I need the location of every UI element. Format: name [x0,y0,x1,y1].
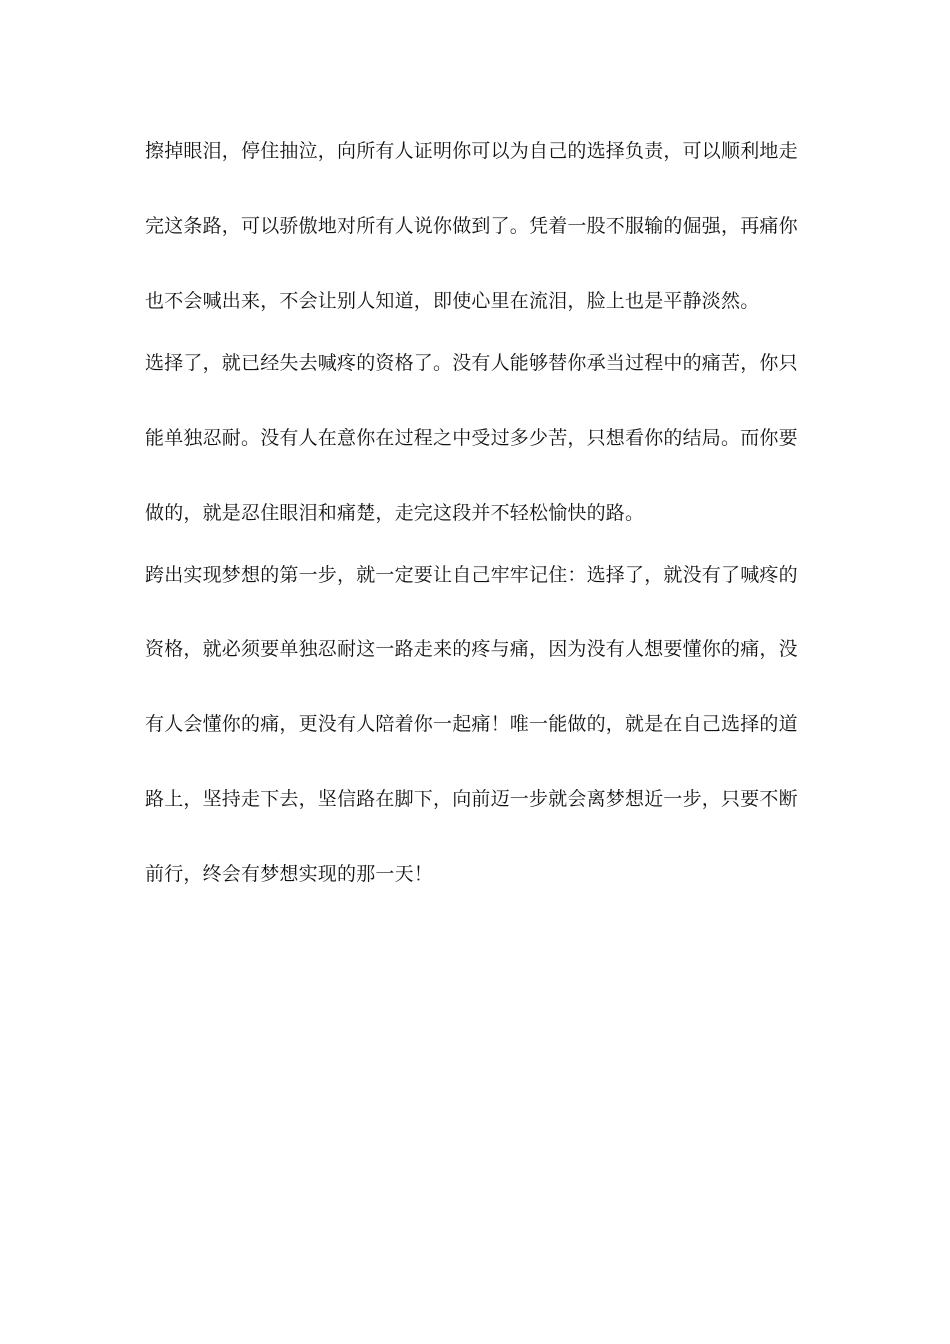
paragraph-line: 跨出实现梦想的第一步，就一定要让自己牢牢记住：选择了，就没有了喊疼的 [145,564,798,586]
paragraph-line: 擦掉眼泪，停住抽泣，向所有人证明你可以为自己的选择负责，可以顺利地走 [145,140,798,162]
paragraph-line: 也不会喊出来，不会让别人知道，即使心里在流泪，脸上也是平静淡然。 [145,290,760,312]
paragraph-line: 能单独忍耐。没有人在意你在过程之中受过多少苦，只想看你的结局。而你要 [145,427,798,449]
paragraph-line: 有人会懂你的痛，更没有人陪着你一起痛！唯一能做的，就是在自己选择的道 [145,713,798,735]
paragraph-line: 资格，就必须要单独忍耐这一路走来的疼与痛，因为没有人想要懂你的痛，没 [145,638,798,660]
paragraph-line: 完这条路，可以骄傲地对所有人说你做到了。凭着一股不服输的倔强，再痛你 [145,215,798,237]
paragraph-line: 做的，就是忍住眼泪和痛楚，走完这段并不轻松愉快的路。 [145,502,645,524]
paragraph-line: 路上，坚持走下去，坚信路在脚下，向前迈一步就会离梦想近一步，只要不断 [145,788,798,810]
paragraph-line: 前行，终会有梦想实现的那一天！ [145,863,434,885]
paragraph-line: 选择了，就已经失去喊疼的资格了。没有人能够替你承当过程中的痛苦，你只 [145,352,798,374]
